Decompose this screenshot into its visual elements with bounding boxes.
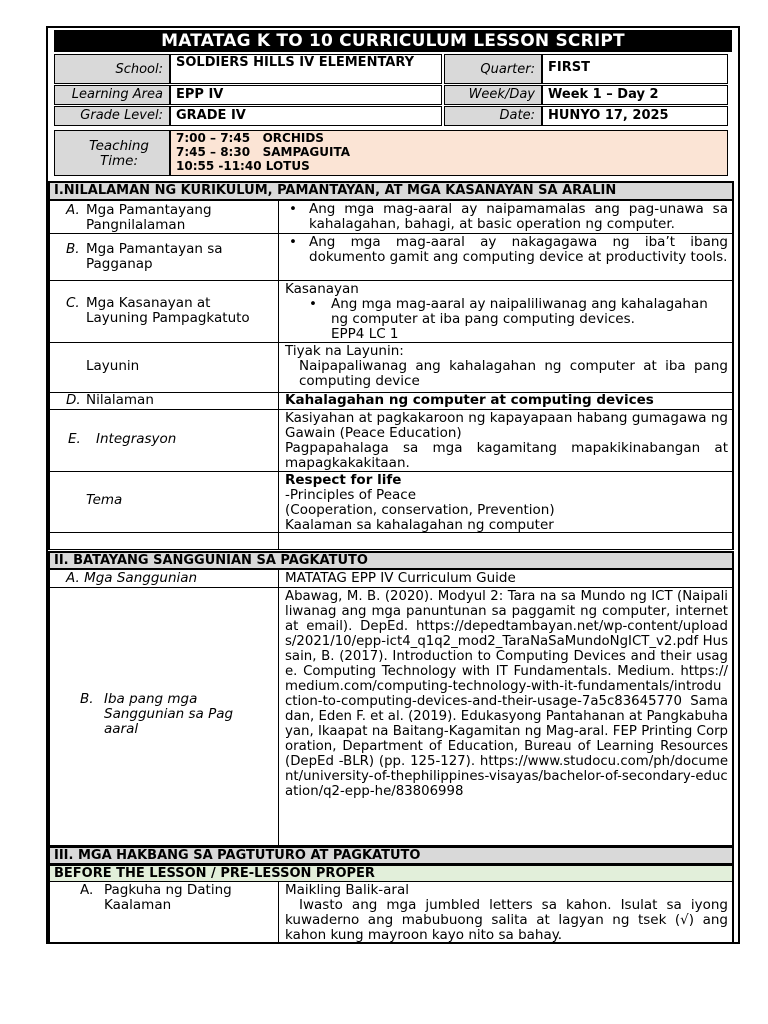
row-references bbox=[48, 570, 734, 588]
row-label: A. Mga Sanggunian bbox=[66, 570, 198, 586]
row-letter: D. bbox=[66, 392, 81, 408]
content-standards-label bbox=[50, 201, 279, 233]
row-label: Integrasyon bbox=[96, 431, 177, 447]
row-label: Mga Pamantayang Pangnilalaman bbox=[86, 202, 212, 233]
prior-knowledge-text: Maikling Balik-aral Iwasto ang mga jumbled letters sa kahon. Isulat sa iyong kuwaderno ang mabubuong salita at lagyan ng tsek (√) ang kahon kung mayroon kayo nito sa bahay. bbox=[285, 882, 728, 943]
row-label: Iba pang mga Sanggunian sa Pag aaral bbox=[104, 691, 234, 737]
grade-level-value: GRADE IV bbox=[170, 106, 442, 126]
row-performance-standards bbox=[48, 234, 734, 281]
pre-lesson-heading: BEFORE THE LESSON / PRE-LESSON PROPER bbox=[48, 865, 734, 882]
bullet-icon: • bbox=[289, 234, 297, 250]
objective-text: Tiyak na Layunin: Naipapaliwanag ang kahalagahan ng computer at iba pang computing device bbox=[285, 343, 728, 389]
competencies-text: Kasanayan • Ang mga mag-aaral ay naipaliliwanag ang kahalagahan ng computer at iba pang computing devices. EPP4 LC 1 bbox=[285, 281, 708, 342]
quarter-value: FIRST bbox=[542, 54, 728, 84]
row-theme bbox=[48, 472, 734, 533]
row-letter: A. bbox=[66, 202, 80, 218]
document-title: MATATAG K TO 10 CURRICULUM LESSON SCRIPT bbox=[54, 30, 732, 52]
grade-level-label: Grade Level: bbox=[54, 106, 170, 126]
row-competencies bbox=[48, 281, 734, 343]
header-table bbox=[54, 52, 732, 186]
content-text: Kahalagahan ng computer at computing devices bbox=[285, 392, 654, 408]
learning-area-label: Learning Area bbox=[54, 85, 170, 105]
school-value: SOLDIERS HILLS IV ELEMENTARY bbox=[170, 54, 442, 84]
header-block bbox=[54, 30, 732, 186]
row-other-references bbox=[48, 588, 734, 846]
time-slot-2: 7:45 – 8:30 SAMPAGUITA bbox=[176, 145, 351, 159]
row-prior-knowledge bbox=[48, 882, 734, 944]
row-letter: A. bbox=[80, 882, 94, 898]
bullet-icon: • bbox=[309, 296, 317, 312]
time-slot-3: 10:55 -11:40 LOTUS bbox=[176, 159, 310, 173]
content-standards-text: • Ang mga mag-aaral ay naipamamalas ang pag-unawa sa kahalagahan, bahagi, at basic operation ng computer. bbox=[289, 201, 728, 232]
row-label: Nilalaman bbox=[86, 392, 154, 408]
row-label: Mga Pamantayan sa Pagganap bbox=[86, 241, 223, 272]
row-objective bbox=[48, 343, 734, 393]
week-day-label: Week/Day bbox=[444, 85, 542, 105]
teaching-time-label: Teaching Time: bbox=[54, 130, 170, 176]
time-slot-1: 7:00 – 7:45 ORCHIDS bbox=[176, 131, 324, 145]
performance-standards-text: • Ang mga mag-aaral ay nakagagawa ng iba’t ibang dokumento gamit ang computing device at productivity tools. bbox=[289, 234, 728, 265]
teaching-time-value bbox=[170, 130, 728, 176]
row-label: Layunin bbox=[86, 358, 140, 374]
row-letter: B. bbox=[80, 691, 94, 707]
row-label: Tema bbox=[86, 492, 123, 508]
row-letter: C. bbox=[66, 295, 80, 311]
theme-text: Respect for life -Principles of Peace (Cooperation, conservation, Prevention) Kaalaman sa kahalagahan ng computer bbox=[285, 472, 555, 533]
row-content bbox=[48, 393, 734, 410]
references-text: MATATAG EPP IV Curriculum Guide bbox=[285, 570, 516, 586]
section-2-heading: II. BATAYANG SANGGUNIAN SA PAGKATUTO bbox=[48, 551, 734, 570]
row-label: Pagkuha ng Dating Kaalaman bbox=[104, 882, 232, 913]
date-label: Date: bbox=[444, 106, 542, 126]
quarter-label: Quarter: bbox=[444, 54, 542, 84]
row-integration bbox=[48, 410, 734, 472]
row-label: Mga Kasanayan at Layuning Pampagkatuto bbox=[86, 295, 250, 326]
section-1-heading: I.NILALAMAN NG KURIKULUM, PAMANTAYAN, AT MGA KASANAYAN SA ARALIN bbox=[48, 181, 734, 201]
row-content-standards bbox=[48, 201, 734, 234]
integration-text: Kasiyahan at pagkakaroon ng kapayapaan habang gumagawa ng Gawain (Peace Education) Pagpapahalaga sa mga kagamitang mapakikinabangan at mapagkakakitaan. bbox=[285, 410, 728, 471]
row-empty bbox=[48, 533, 734, 550]
section-3-heading: III. MGA HAKBANG SA PAGTUTURO AT PAGKATUTO bbox=[48, 846, 734, 865]
lesson-script-page bbox=[46, 26, 740, 944]
bullet-icon: • bbox=[289, 201, 297, 217]
row-letter: B. bbox=[66, 241, 80, 257]
date-value: HUNYO 17, 2025 bbox=[542, 106, 728, 126]
school-label: School: bbox=[54, 54, 170, 84]
row-letter: E. bbox=[68, 431, 81, 447]
week-day-value: Week 1 – Day 2 bbox=[542, 85, 728, 105]
learning-area-value: EPP IV bbox=[170, 85, 442, 105]
other-references-text: Abawag, M. B. (2020). Modyul 2: Tara na sa Mundo ng ICT (Naipaliliwanag ang mga panuntunan sa paggamit ng computer, internet at email). DepEd. https://depedtambayan.net/wp-content/uploads/2021/10/epp-ict4_q1q2_mod2_TaraNaSaMundoNgICT_v2.pdf Hussain, B. (2017). Introduction to Computing Devices and their usage. Computing Technology with IT Fundamentals. Medium. https://medium.com/computing-technology-with-it-fundamentals/introduction-to-computing-devices-and-their-usage-7a5c83645770 Samadan, Eden F. et al. (2019). Edukasyong Pantahanan at Pangkabuhayan, Ikaapat na Baitang-Kagamitan ng Mag-aral. FEP Printing Corporation, Department of Education, Bureau of Learning Resources (DepEd -BLR) (pp. 125-127). https://www.studocu.com/ph/document/university-of-thephilippines-visayas/bachelor-of-secondary-education/q2-epp-he/83806998 bbox=[285, 589, 728, 799]
